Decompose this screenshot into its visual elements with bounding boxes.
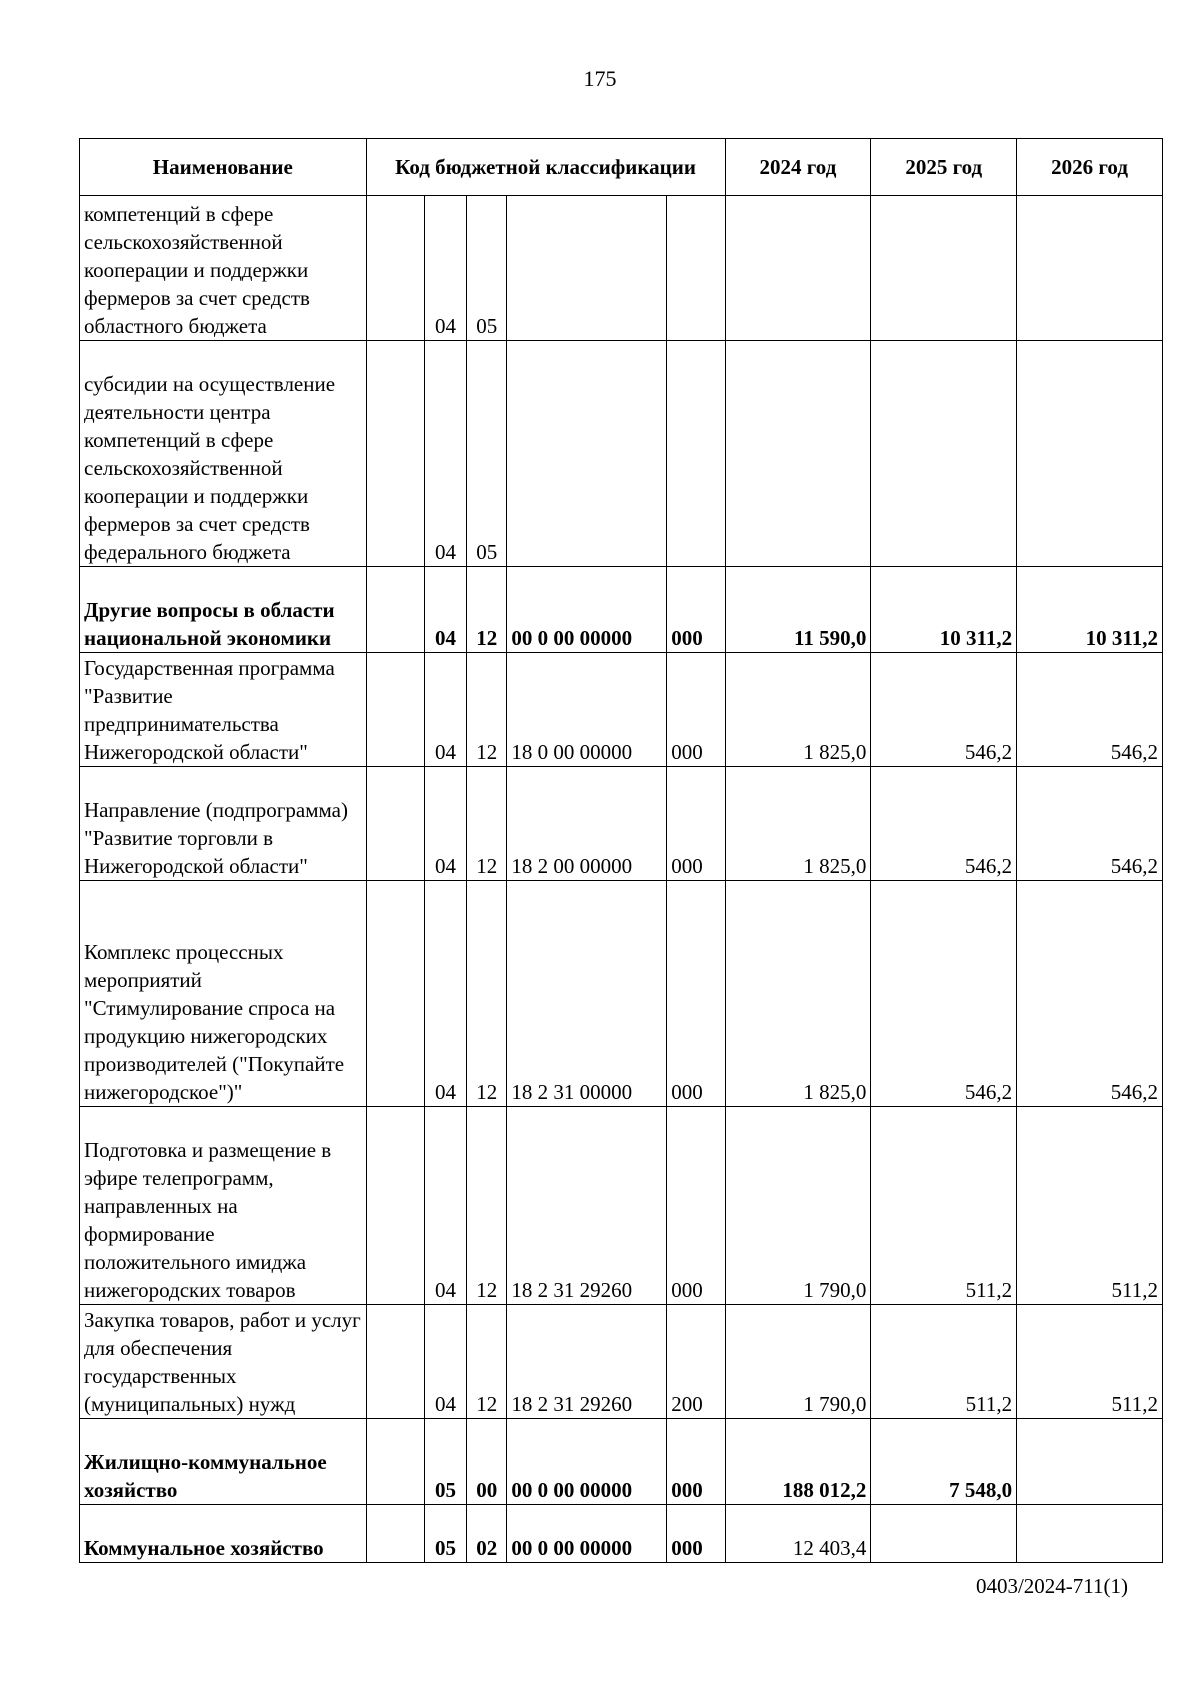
row-section: 04 bbox=[424, 196, 466, 341]
row-value-2025 bbox=[871, 196, 1017, 341]
table-header-row bbox=[80, 139, 1163, 196]
row-value-2024 bbox=[725, 196, 871, 341]
row-target-code bbox=[507, 341, 667, 567]
row-section: 04 bbox=[424, 1305, 466, 1419]
row-section: 04 bbox=[424, 1107, 466, 1305]
row-section: 04 bbox=[424, 341, 466, 567]
row-value-2024: 1 790,0 bbox=[725, 1305, 871, 1419]
table-row bbox=[80, 653, 1163, 767]
row-value-2026 bbox=[1017, 1419, 1163, 1505]
row-value-2025: 546,2 bbox=[871, 881, 1017, 1107]
row-value-2026: 10 311,2 bbox=[1017, 567, 1163, 653]
row-value-2024: 188 012,2 bbox=[725, 1419, 871, 1505]
row-target-code bbox=[507, 196, 667, 341]
row-section: 05 bbox=[424, 1419, 466, 1505]
row-subsection: 02 bbox=[467, 1505, 507, 1563]
row-value-2026: 511,2 bbox=[1017, 1107, 1163, 1305]
row-name: Комплекс процессных мероприятий "Стимулирование спроса на продукцию нижегородских производителей ("Покупайте нижегородское")" bbox=[80, 881, 367, 1107]
row-subsection: 05 bbox=[467, 341, 507, 567]
row-target-code: 18 2 00 00000 bbox=[507, 767, 667, 881]
row-value-2026 bbox=[1017, 196, 1163, 341]
row-value-2025 bbox=[871, 1505, 1017, 1563]
row-blank bbox=[366, 341, 424, 567]
row-subsection: 12 bbox=[467, 1107, 507, 1305]
table-row bbox=[80, 767, 1163, 881]
row-target-code: 18 2 31 29260 bbox=[507, 1107, 667, 1305]
header-2025: 2025 год bbox=[871, 139, 1017, 196]
row-target-code: 18 2 31 29260 bbox=[507, 1305, 667, 1419]
row-expense-type: 000 bbox=[667, 1505, 725, 1563]
header-2024: 2024 год bbox=[725, 139, 871, 196]
row-value-2025: 7 548,0 bbox=[871, 1419, 1017, 1505]
row-value-2025: 546,2 bbox=[871, 767, 1017, 881]
row-name: Подготовка и размещение в эфире телепрограмм, направленных на формирование положительного имиджа нижегородских товаров bbox=[80, 1107, 367, 1305]
header-2026: 2026 год bbox=[1017, 139, 1163, 196]
row-value-2024 bbox=[725, 341, 871, 567]
row-value-2025 bbox=[871, 341, 1017, 567]
row-blank bbox=[366, 1305, 424, 1419]
row-subsection: 12 bbox=[467, 1305, 507, 1419]
row-subsection: 12 bbox=[467, 653, 507, 767]
row-target-code: 18 0 00 00000 bbox=[507, 653, 667, 767]
row-expense-type: 000 bbox=[667, 1419, 725, 1505]
row-expense-type: 000 bbox=[667, 567, 725, 653]
row-expense-type: 000 bbox=[667, 881, 725, 1107]
row-expense-type: 000 bbox=[667, 767, 725, 881]
row-expense-type bbox=[667, 341, 725, 567]
row-blank bbox=[366, 653, 424, 767]
row-name: Коммунальное хозяйство bbox=[80, 1505, 367, 1563]
table-row bbox=[80, 1505, 1163, 1563]
row-value-2025: 511,2 bbox=[871, 1305, 1017, 1419]
row-target-code: 00 0 00 00000 bbox=[507, 567, 667, 653]
page-number: 175 bbox=[583, 66, 617, 91]
budget-table bbox=[79, 138, 1163, 1563]
row-value-2024: 1 825,0 bbox=[725, 767, 871, 881]
row-subsection: 12 bbox=[467, 567, 507, 653]
row-value-2024: 1 825,0 bbox=[725, 653, 871, 767]
row-blank bbox=[366, 1419, 424, 1505]
row-expense-type: 200 bbox=[667, 1305, 725, 1419]
row-section: 05 bbox=[424, 1505, 466, 1563]
row-value-2024: 12 403,4 bbox=[725, 1505, 871, 1563]
row-value-2026 bbox=[1017, 1505, 1163, 1563]
row-subsection: 12 bbox=[467, 767, 507, 881]
row-value-2024: 1 790,0 bbox=[725, 1107, 871, 1305]
row-value-2024: 1 825,0 bbox=[725, 881, 871, 1107]
row-value-2025: 511,2 bbox=[871, 1107, 1017, 1305]
row-blank bbox=[366, 567, 424, 653]
row-expense-type: 000 bbox=[667, 1107, 725, 1305]
row-name: Жилищно-коммунальное хозяйство bbox=[80, 1419, 367, 1505]
table-row bbox=[80, 196, 1163, 341]
row-value-2026: 511,2 bbox=[1017, 1305, 1163, 1419]
table-row bbox=[80, 1419, 1163, 1505]
row-value-2025: 546,2 bbox=[871, 653, 1017, 767]
row-name: Другие вопросы в области национальной экономики bbox=[80, 567, 367, 653]
table-row bbox=[80, 341, 1163, 567]
row-expense-type: 000 bbox=[667, 653, 725, 767]
row-expense-type bbox=[667, 196, 725, 341]
row-blank bbox=[366, 1107, 424, 1305]
table-row bbox=[80, 1107, 1163, 1305]
table-row bbox=[80, 1305, 1163, 1419]
row-name: Закупка товаров, работ и услуг для обеспечения государственных (муниципальных) нужд bbox=[80, 1305, 367, 1419]
header-name: Наименование bbox=[80, 139, 367, 196]
row-name: Направление (подпрограмма) "Развитие торговли в Нижегородской области" bbox=[80, 767, 367, 881]
row-value-2026 bbox=[1017, 341, 1163, 567]
row-name: Государственная программа "Развитие предпринимательства Нижегородской области" bbox=[80, 653, 367, 767]
row-value-2026: 546,2 bbox=[1017, 653, 1163, 767]
row-subsection: 00 bbox=[467, 1419, 507, 1505]
row-section: 04 bbox=[424, 767, 466, 881]
row-target-code: 18 2 31 00000 bbox=[507, 881, 667, 1107]
document-code: 0403/2024-711(1) bbox=[975, 1574, 1128, 1598]
row-subsection: 12 bbox=[467, 881, 507, 1107]
table-row bbox=[80, 567, 1163, 653]
row-value-2024: 11 590,0 bbox=[725, 567, 871, 653]
row-value-2025: 10 311,2 bbox=[871, 567, 1017, 653]
row-target-code: 00 0 00 00000 bbox=[507, 1419, 667, 1505]
row-section: 04 bbox=[424, 653, 466, 767]
header-code: Код бюджетной классификации bbox=[366, 139, 725, 196]
row-blank bbox=[366, 881, 424, 1107]
row-blank bbox=[366, 196, 424, 341]
row-name: субсидии на осуществление деятельности центра компетенций в сфере сельскохозяйственной кооперации и поддержки фермеров за счет средств федерального бюджета bbox=[80, 341, 367, 567]
row-name: компетенций в сфере сельскохозяйственной кооперации и поддержки фермеров за счет средств областного бюджета bbox=[80, 196, 367, 341]
row-section: 04 bbox=[424, 567, 466, 653]
row-blank bbox=[366, 767, 424, 881]
row-target-code: 00 0 00 00000 bbox=[507, 1505, 667, 1563]
row-value-2026: 546,2 bbox=[1017, 881, 1163, 1107]
row-subsection: 05 bbox=[467, 196, 507, 341]
row-section: 04 bbox=[424, 881, 466, 1107]
row-value-2026: 546,2 bbox=[1017, 767, 1163, 881]
table-row bbox=[80, 881, 1163, 1107]
row-blank bbox=[366, 1505, 424, 1563]
